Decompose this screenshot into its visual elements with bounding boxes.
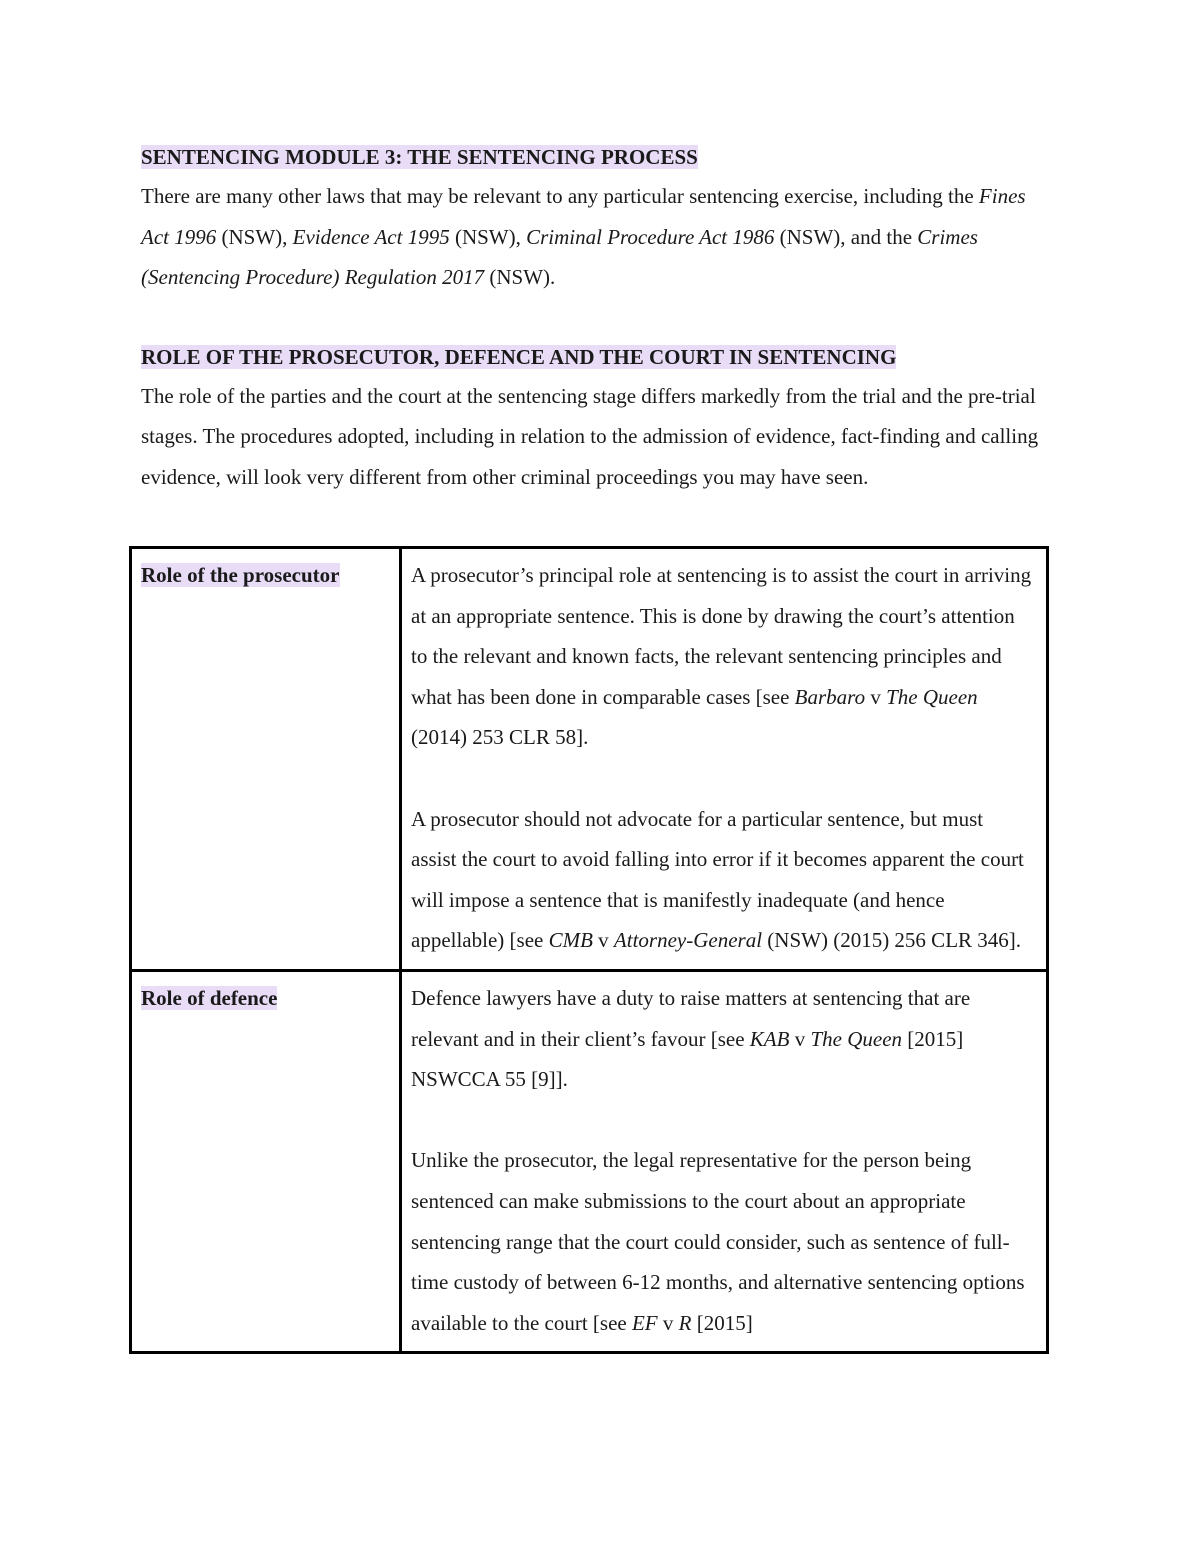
section-heading-sentencing-process xyxy=(141,138,1051,176)
row-content-cell xyxy=(401,548,1048,971)
row-content-cell xyxy=(401,970,1048,1352)
text-run: [2015] xyxy=(691,1310,753,1335)
prosecutor-paragraph-1 xyxy=(411,555,1032,758)
statute-title: Evidence Act 1995 xyxy=(292,224,450,249)
case-party: The Queen xyxy=(886,684,978,709)
section-heading-roles xyxy=(141,338,1051,376)
text-run: A prosecutor’s principal role at sentencing is to assist the court in arriving at an appropriate sentence. This is done by drawing the court’s attention to the relevant and known facts, the relevant sentencing principles and what has been done in comparable cases [see xyxy=(411,563,1032,709)
spacer xyxy=(411,758,1032,799)
text-run: A prosecutor should not advocate for a particular sentence, but must assist the court to avoid falling into error if it becomes apparent the court will impose a sentence that is manifestly inadequate (and hence appellable) [see xyxy=(411,806,1024,953)
case-party: The Queen xyxy=(810,1026,903,1051)
heading-highlight: ROLE OF THE PROSECUTOR, DEFENCE AND THE COURT IN SENTENCING xyxy=(141,344,897,369)
text-run: (2014) 253 CLR 58]. xyxy=(411,725,589,750)
heading-highlight: SENTENCING MODULE 3: THE SENTENCING PROCESS xyxy=(141,145,698,169)
prosecutor-paragraph-2 xyxy=(411,799,1032,961)
defence-paragraph-1 xyxy=(411,978,1032,1100)
case-party: KAB xyxy=(749,1026,790,1051)
statute-title: Fines Act 1996 xyxy=(141,184,1026,249)
text-run: (NSW), xyxy=(449,224,527,249)
case-party: R xyxy=(678,1310,692,1335)
case-party: EF xyxy=(631,1310,658,1335)
text-run: v xyxy=(657,1310,679,1335)
text-run: (NSW). xyxy=(484,265,556,290)
spacer xyxy=(411,1100,1032,1141)
case-party: Barbaro xyxy=(794,684,866,709)
table-row xyxy=(131,970,1048,1352)
case-party: CMB xyxy=(548,928,593,953)
row-label-prosecutor: Role of the prosecutor xyxy=(141,563,340,587)
text-run: v xyxy=(789,1026,811,1051)
table-row xyxy=(131,548,1048,971)
text-run: (NSW), xyxy=(216,224,293,249)
row-label-defence: Role of defence xyxy=(141,985,278,1010)
document-body xyxy=(141,138,1051,498)
text-run: (NSW), and the xyxy=(774,224,918,249)
text-run: [2015] NSWCCA 55 [9]]. xyxy=(411,1026,964,1092)
defence-paragraph-2 xyxy=(411,1140,1032,1343)
case-party: Attorney-General xyxy=(613,928,763,953)
text-run: v xyxy=(865,684,887,709)
text-run: (NSW) (2015) 256 CLR 346]. xyxy=(762,928,1022,953)
statute-title: Criminal Procedure Act 1986 xyxy=(526,224,775,249)
text-run: There are many other laws that may be relevant to any particular sentencing exercise, including the xyxy=(141,184,979,208)
intro-paragraph xyxy=(141,176,1051,298)
roles-paragraph: The role of the parties and the court at the sentencing stage differs markedly from the trial and the pre-trial stages. The procedures adopted, including in relation to the admission of evidence, fact-finding and calling evidence, will look very different from other criminal proceedings you may have seen. xyxy=(141,383,1039,489)
text-run: v xyxy=(592,928,614,953)
text-run: Defence lawyers have a duty to raise matters at sentencing that are relevant and in their client’s favour [see xyxy=(411,985,971,1051)
spacer xyxy=(141,298,1051,338)
roles-table xyxy=(129,546,1049,1354)
statute-title: Crimes (Sentencing Procedure) Regulation 2017 xyxy=(141,224,978,290)
row-label-cell xyxy=(131,970,401,1352)
row-label-cell xyxy=(131,548,401,971)
text-run: Unlike the prosecutor, the legal representative for the person being sentenced can make submissions to the court about an appropriate sentencing range that the court could consider, such as sentence of full-time custody of between 6-12 months, and alternative sentencing options available to the court [see xyxy=(411,1148,1025,1335)
